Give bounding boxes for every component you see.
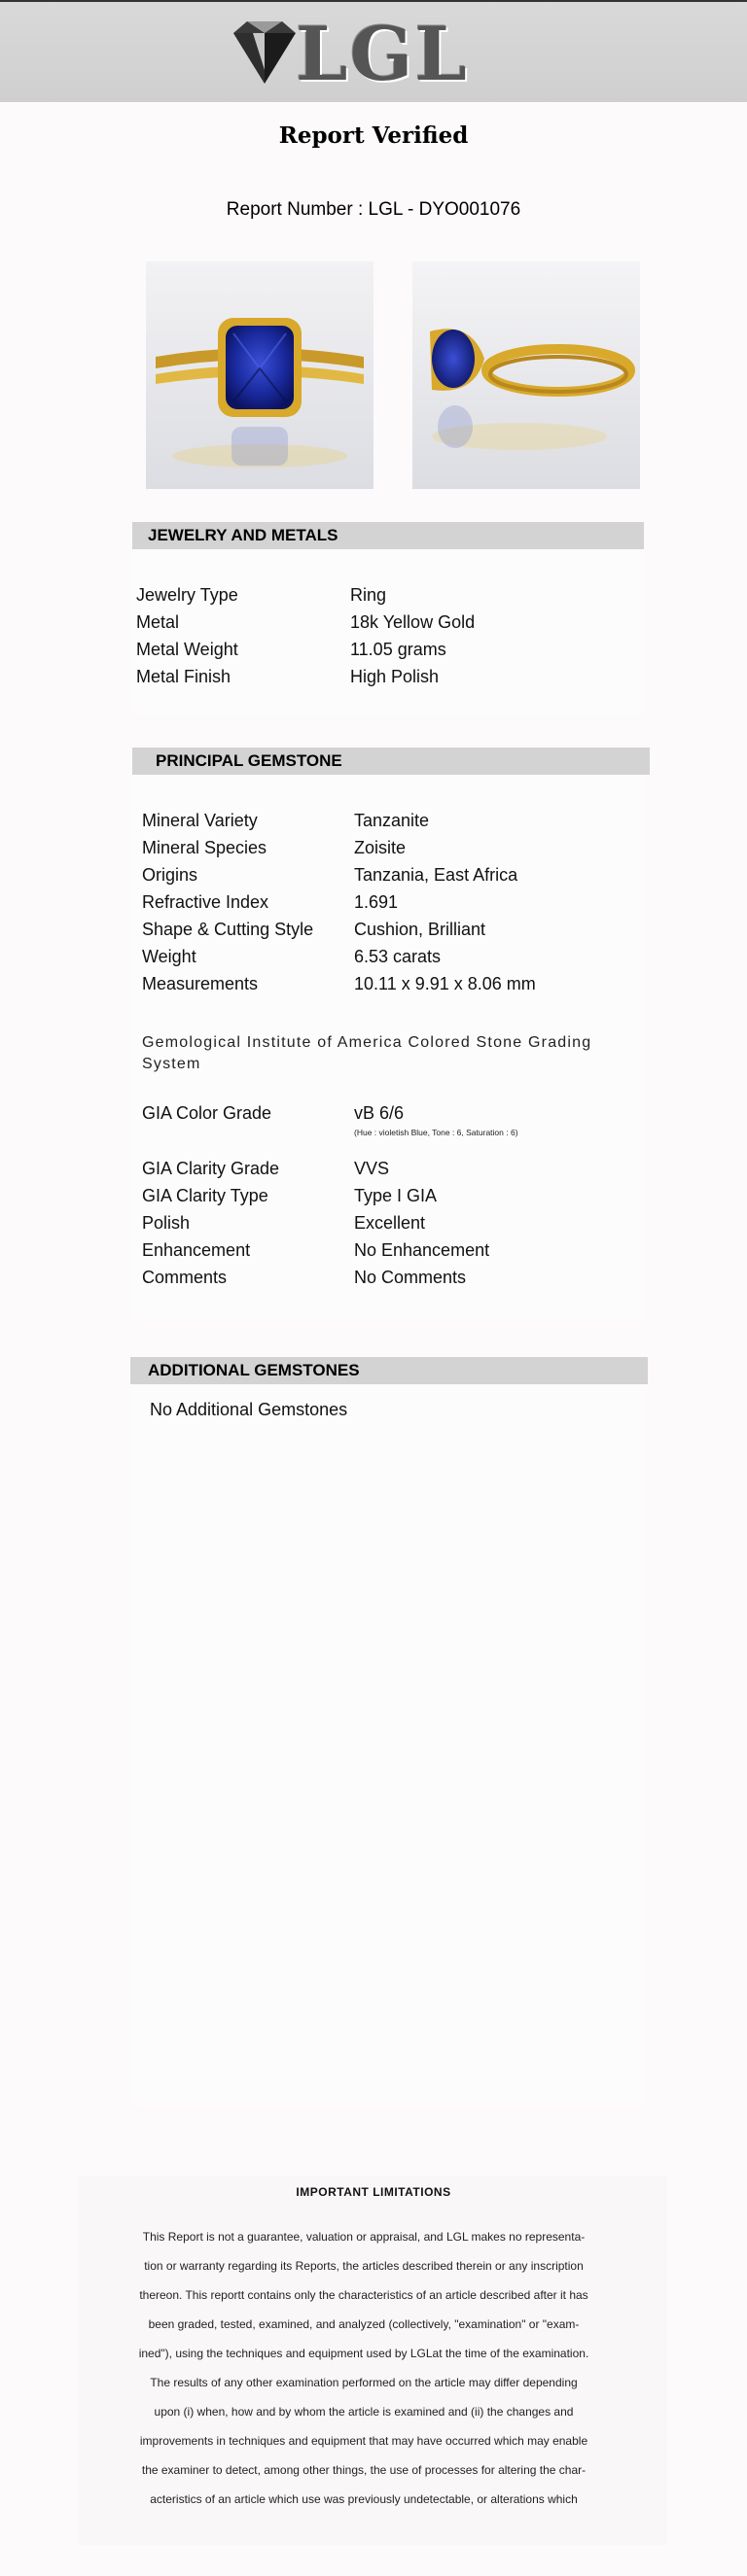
metal-weight-label: Metal Weight	[136, 640, 238, 659]
limitations-line: This Report is not a guarantee, valuation or appraisal, and LGL makes no representa-	[142, 2230, 586, 2244]
origins-value: Tanzania, East Africa	[354, 865, 518, 885]
principal-rows	[142, 807, 628, 997]
comments-label: Comments	[142, 1268, 228, 1287]
limitations-line: tion or warranty regarding its Reports, the articles described therein or any inscription	[144, 2259, 584, 2273]
color-grade-value: vB 6/6	[354, 1103, 405, 1123]
measurements-label: Measurements	[142, 974, 259, 993]
limitations-line: The results of any other examination performed on the article may differ depending	[150, 2376, 578, 2389]
table-row	[142, 1099, 628, 1127]
table-row	[142, 1209, 628, 1236]
shape-cutting-style-value: Cushion, Brilliant	[354, 920, 486, 939]
report-number: Report Number : LGL - DYO001076	[226, 199, 521, 220]
table-row	[142, 970, 628, 997]
limitations-line: ined"), using the techniques and equipment used by LGLat the time of the examination.	[138, 2347, 589, 2360]
color-grade-note: (Hue : violetish Blue, Tone : 6, Saturation : 6)	[354, 1128, 518, 1137]
table-row	[142, 861, 628, 888]
comments-value: No Comments	[354, 1268, 467, 1287]
jewelry-type-value: Ring	[350, 585, 387, 605]
table-row	[142, 1182, 628, 1209]
jewelry-section-header: JEWELRY AND METALS	[132, 522, 644, 549]
metal-value: 18k Yellow Gold	[350, 612, 476, 632]
no-additional-gemstones-text: No Additional Gemstones	[150, 1400, 348, 1419]
refractive-index-value: 1.691	[354, 892, 399, 912]
limitations-line: improvements in techniques and equipment that may have occurred which may enable	[139, 2434, 588, 2448]
clarity-type-value: Type I GIA	[354, 1186, 438, 1205]
refractive-index-label: Refractive Index	[142, 892, 269, 912]
clarity-grade-label: GIA Clarity Grade	[142, 1159, 280, 1178]
header-banner	[0, 2, 747, 102]
table-row	[142, 807, 628, 834]
gia-grading-system-heading: Gemological Institute of America Colored Stone Grading System	[142, 1034, 592, 1072]
polish-value: Excellent	[354, 1213, 426, 1233]
enhancement-label: Enhancement	[142, 1240, 251, 1260]
metal-label: Metal	[136, 612, 180, 632]
mineral-variety-value: Tanzanite	[354, 811, 430, 830]
table-row	[136, 581, 622, 609]
enhancement-value: No Enhancement	[354, 1240, 490, 1260]
additional-panel	[130, 1386, 646, 2106]
table-row	[142, 834, 628, 861]
principal-rows-2	[142, 1155, 628, 1291]
limitations-line: acteristics of an article which use was previously undetectable, or alterations which	[150, 2492, 578, 2506]
diamond-icon	[226, 19, 303, 87]
clarity-grade-value: VVS	[354, 1159, 390, 1178]
table-row	[142, 1264, 628, 1291]
table-row	[142, 888, 628, 916]
table-row	[136, 663, 622, 690]
weight-value: 6.53 carats	[354, 947, 442, 966]
limitations-line: the examiner to detect, among other things, the use of processes for altering the char-	[141, 2463, 587, 2477]
table-row	[142, 1155, 628, 1182]
color-grade-label: GIA Color Grade	[142, 1103, 272, 1123]
measurements-value: 10.11 x 9.91 x 8.06 mm	[354, 974, 536, 993]
limitations-heading: IMPORTANT LIMITATIONS	[296, 2185, 451, 2199]
limitations-line: upon (i) when, how and by whom the article is examined and (ii) the changes and	[154, 2405, 574, 2419]
mineral-variety-label: Mineral Variety	[142, 811, 258, 830]
color-grade-row	[142, 1099, 628, 1127]
table-row	[136, 609, 622, 636]
limitations-line: thereon. This reportt contains only the characteristics of an article described after it has	[139, 2288, 588, 2302]
shape-cutting-style-label: Shape & Cutting Style	[142, 920, 314, 939]
ring-side-photo	[412, 261, 640, 489]
ring-front-photo	[146, 261, 374, 489]
limitations-line: been graded, tested, examined, and analyzed (collectively, "examination" or "exam-	[148, 2317, 580, 2331]
logo-text: LGL	[296, 11, 469, 97]
table-row	[136, 636, 622, 663]
principal-section-header: PRINCIPAL GEMSTONE	[132, 748, 650, 775]
metal-weight-value: 11.05 grams	[350, 640, 446, 659]
metal-finish-value: High Polish	[350, 667, 440, 686]
lgl-logo[interactable]	[226, 11, 479, 97]
mineral-species-value: Zoisite	[354, 838, 407, 857]
table-row	[142, 916, 628, 943]
page-title: Report Verified	[278, 122, 469, 149]
mineral-species-label: Mineral Species	[142, 838, 267, 857]
weight-label: Weight	[142, 947, 196, 966]
jewelry-type-label: Jewelry Type	[136, 585, 238, 605]
table-row	[142, 943, 628, 970]
jewelry-rows	[136, 581, 622, 690]
clarity-type-label: GIA Clarity Type	[142, 1186, 268, 1205]
metal-finish-label: Metal Finish	[136, 667, 231, 686]
additional-section-header: ADDITIONAL GEMSTONES	[130, 1357, 648, 1384]
polish-label: Polish	[142, 1213, 191, 1233]
limitations-text	[105, 2222, 622, 2514]
table-row	[142, 1236, 628, 1264]
origins-label: Origins	[142, 865, 198, 885]
